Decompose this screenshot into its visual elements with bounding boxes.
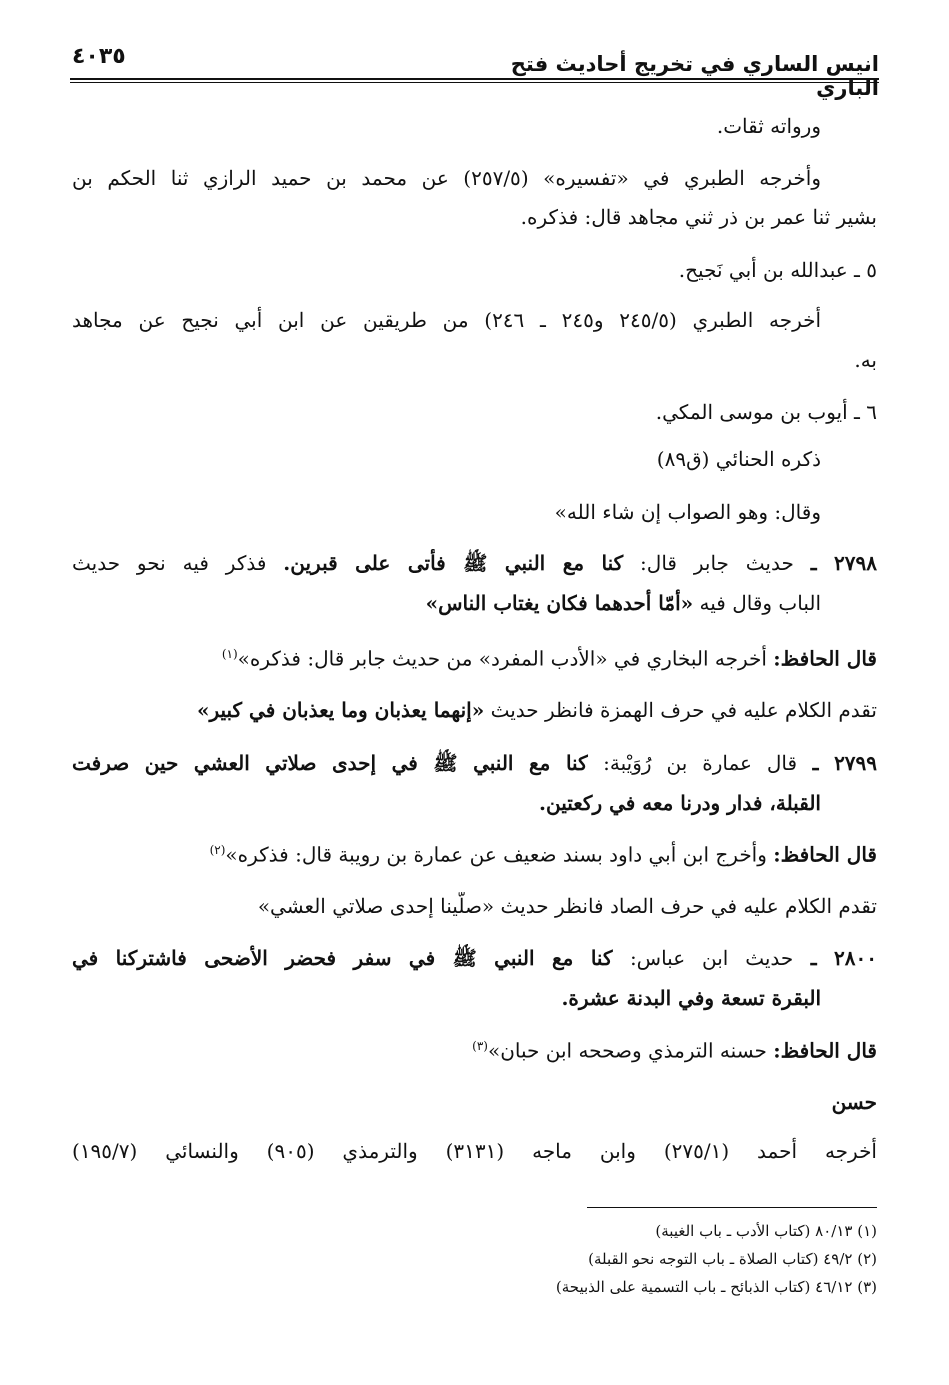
text-line: ورواته ثقات. <box>716 114 821 138</box>
page-number: ٤٠٣٥ <box>72 44 126 69</box>
hadith-matn: كنا مع النبي ﷺ في إحدى صلاتي العشي حين صرفت <box>72 751 588 775</box>
hadith-matn: كنا مع النبي ﷺ فأتى على قبرين. <box>283 551 624 575</box>
grade-label: حسن <box>831 1090 877 1114</box>
footnote-rule <box>587 1207 877 1208</box>
hafiz-quote <box>72 1032 877 1065</box>
text-line: ٦ ـ أيوب بن موسى المكي. <box>655 400 877 424</box>
hadith-text: حديث ابن عباس: <box>629 946 794 970</box>
text-line: أخرجه الطبري (٢٤٥/٥ و٢٤٥ ـ ٢٤٦) من طريقين عن ابن أبي نجيح عن مجاهد <box>72 308 821 332</box>
hadith-number: ٢٧٩٨ ـ <box>810 551 877 575</box>
hafiz-text: وأخرج ابن أبي داود بسند ضعيف عن عمارة بن رويبة قال: فذكره» <box>225 842 767 867</box>
hadith-text: الباب وقال فيه <box>699 591 821 615</box>
hadith-2800-line2: البقرة تسعة وفي البدنة عشرة. <box>561 986 821 1010</box>
hadith-matn: كنا مع النبي ﷺ في سفر فحضر الأضحى فاشتركنا في <box>72 946 613 970</box>
hadith-text: حديث جابر قال: <box>640 551 794 575</box>
footnote: (٣) ٤٦/١٢ (كتاب الذبائح ـ باب التسمية على الذبيحة) <box>555 1278 877 1296</box>
hafiz-label: قال الحافظ: <box>773 1038 877 1063</box>
hafiz-quote <box>72 836 877 869</box>
footnote: (١) ٨٠/١٣ (كتاب الأدب ـ باب الغيبة) <box>655 1222 877 1240</box>
hafiz-text: حسنه الترمذي وصححه ابن حبان» <box>487 1038 767 1063</box>
header-rule <box>70 78 879 80</box>
hadith-number: ٢٨٠٠ ـ <box>810 946 877 970</box>
hafiz-label: قال الحافظ: <box>773 842 877 867</box>
hadith-2798-line2 <box>72 589 821 617</box>
text-line <box>72 696 877 724</box>
text-line: بشير ثنا عمر بن ذر ثني مجاهد قال: فذكره. <box>520 205 877 229</box>
hadith-2799-line2: القبلة، فدار ودرنا معه في ركعتين. <box>539 791 821 815</box>
footnote: (٢) ٤٩/٢ (كتاب الصلاة ـ باب التوجه نحو القبلة) <box>588 1250 877 1268</box>
footnote-ref: (١) <box>221 647 238 661</box>
hadith-2800-line1 <box>72 944 877 972</box>
text-line: ٥ ـ عبدالله بن أبي نَجيح. <box>678 258 877 282</box>
text-line: أخرجه أحمد (٢٧٥/١) وابن ماجه (٣١٣١) والترمذي (٩٠٥) والنسائي (١٩٥/٧) <box>72 1139 877 1163</box>
footnote-ref: (٣) <box>472 1039 488 1053</box>
text-line: وقال: وهو الصواب إن شاء الله» <box>554 500 821 524</box>
running-title: انيس الساري في تخريج أحاديث فتح الباري <box>510 52 879 100</box>
hafiz-quote <box>72 640 877 673</box>
hafiz-text: أخرجه البخاري في «الأدب المفرد» من حديث جابر قال: فذكره» <box>237 646 767 671</box>
hadith-title: «إنهما يعذبان وما يعذبان في كبير» <box>196 698 485 722</box>
hadith-2799-line1 <box>72 749 877 777</box>
hafiz-label: قال الحافظ: <box>773 646 877 671</box>
text-line: وأخرجه الطبري في «تفسيره» (٢٥٧/٥) عن محمد بن حميد الرازي ثنا الحكم بن <box>72 166 821 190</box>
footnote-ref: (٢) <box>209 843 226 857</box>
cross-reference: تقدم الكلام عليه في حرف الهمزة فانظر حديث <box>490 698 877 722</box>
header-rule-thin <box>70 82 879 83</box>
hadith-matn: «أمّا أحدهما فكان يغتاب الناس» <box>425 591 694 615</box>
hadith-text: فذكر فيه نحو حديث <box>72 551 267 575</box>
text-line: به. <box>854 348 877 372</box>
text-line: ذكره الحنائي (ق٨٩) <box>656 447 821 471</box>
hadith-number: ٢٧٩٩ ـ <box>812 751 877 775</box>
hadith-text: قال عمارة بن رُوَيْبة: <box>603 751 798 775</box>
text-line: تقدم الكلام عليه في حرف الصاد فانظر حديث «صلّينا إحدى صلاتي العشي» <box>257 894 877 918</box>
hadith-2798-line1 <box>72 549 877 577</box>
